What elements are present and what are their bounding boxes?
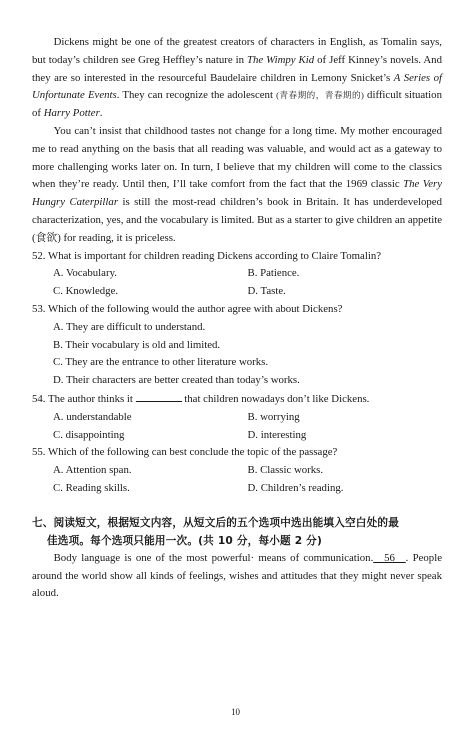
q53-option-a: A. They are difficult to understand. (53, 320, 206, 333)
q55-option-d: D. Children’s reading. (247, 481, 344, 494)
q52-option-d: D. Taste. (247, 285, 286, 298)
question-53-stem: 53. Which of the following would the author agree with about Dickens? (32, 302, 343, 315)
passage-paragraph-3: Body language is one of the most powerful· means of communication.__56__. People around the world show all kinds of feelings, wishes and attitudes that they might never speak aloud. (32, 551, 442, 600)
q52-option-c: C. Knowledge. (53, 285, 119, 298)
passage-paragraph-1: Dickens might be one of the greatest creators of characters in English, as Tomalin says, but today’s children see Greg Heffley’s nature in The Wimpy Kid of Jeff Kinney’s novels. And they are so interested in the resourceful Baudelaire children in Lemony Snicket’s A Series of Unfortunate Events. They can recognize the adolescent (青春期的，青春期的) difficult situation of Harry Potter. (32, 36, 442, 120)
q54-option-d: D. interesting (247, 428, 307, 441)
q54-option-b: B. worrying (247, 410, 300, 423)
question-53 (32, 301, 442, 390)
q53-option-c: C. They are the entrance to other literature works. (53, 356, 269, 369)
page-number: 10 (231, 707, 240, 717)
q53-option-d: D. Their characters are better created than today’s works. (53, 374, 300, 387)
q55-option-c: C. Reading skills. (53, 481, 130, 494)
question-55 (32, 444, 442, 497)
q52-option-b: B. Patience. (247, 267, 300, 280)
question-52-stem: 52. What is important for children reading Dickens according to Claire Tomalin? (32, 249, 382, 262)
passage-paragraph-2: You can’t insist that childhood tastes not change for a long time. My mother encouraged me to read anything on the basis that all reading was valuable, and would act as a gateway to more challenging works later on. In turn, I believe that my children will come to the classics when they’re ready. Until then, I’ll take comfort from the fact that the 1969 classic The Very Hungry Caterpillar is still the most-read children’s book in Britain. It has underdeveloped characterization, yes, and the vocabulary is limited. But as a starter to give children an appetite (食欲) for reading, it is priceless. (32, 124, 443, 244)
q54-option-c: C. disappointing (53, 428, 125, 441)
question-52 (32, 248, 442, 301)
q53-option-b: B. Their vocabulary is old and limited. (53, 338, 221, 351)
document-page (32, 34, 442, 603)
answer-blank (136, 390, 182, 402)
q55-option-a: A. Attention span. (53, 464, 132, 477)
question-54-stem: 54. The author thinks it that children nowadays don’t like Dickens. (32, 390, 442, 409)
question-55-stem: 55. Which of the following can best conclude the topic of the passage? (32, 446, 338, 459)
q55-option-b: B. Classic works. (247, 464, 324, 477)
q54-option-a: A. understandable (53, 410, 132, 423)
blank-56: __56__ (373, 551, 406, 564)
question-54 (32, 390, 442, 444)
q52-option-a: A. Vocabulary. (53, 267, 117, 280)
section-7-heading: 七、阅读短文，根据短文内容，从短文后的五个选项中选出能填入空白处的最 佳选项。每个选项只能用一次。(共 10 分，每小题 2 分) (32, 516, 399, 547)
